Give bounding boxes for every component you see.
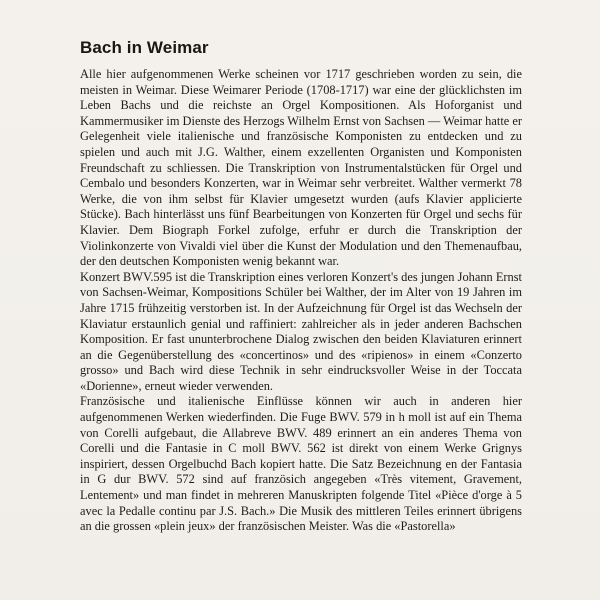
paragraph-1: Alle hier aufgenommenen Werke scheinen vor 1717 geschrieben worden zu sein, die meisten in Weimar. Diese Weimarer Periode (1708-1717) war eine der glücklichsten im Leben Bachs und die reichste an Orgel Kompositionen. Als Hoforganist und Kammermusiker im Dienste des Herzogs Wilhelm Ernst von Sachsen — Weimar hatte er Gelegenheit viele italienische und französische Komponisten zu entdecken und zu spielen und auch mit J.G. Walther, einem exzellenten Organisten und Komponisten Freundschaft zu schliessen. Die Transkription von Instrumentalstücken für Orgel und Cembalo und besonders Konzerten, war in Weimar sehr verbreitet. Walther vermerkt 78 Werke, die von ihm selbst für Klavier umgesetzt wurden (aufs Klavier applicierte Stücke). Bach hinterlässt uns fünf Bearbeitungen von Konzerten für Orgel und sechs für Klavier. Dem Biograph Forkel zufolge, erfuhr er durch die Transkription der Violinkonzerte von Vivaldi viel über die Kunst der Modulation und den Themenaufbau, der den deutschen Komponisten wenig bekannt war. xyxy=(80,67,522,269)
paragraph-2: Konzert BWV.595 ist die Transkription eines verloren Konzert's des jungen Johann Ernst von Sachsen-Weimar, Kompositions Schüler bei Walther, der im Alter von 19 Jahren im Jahre 1715 frühzeitig verstorben ist. In der Aufzeichnung für Orgel ist das Wechseln der Klaviatur erstaunlich genial und raffiniert: zahlreicher als in jeder anderen Bachschen Komposition. Er fast ununterbrochene Dialog zwischen den beiden Klaviaturen erinnert an die Gegenüberstellung des «concertinos» und des «ripienos» in einem «Conzerto grosso» und Bach wird diese Technik in sehr eindrucksvoller Weise in der Toccata «Dorienne», erneut wieder verwenden. xyxy=(80,269,522,393)
paragraph-3: Französische und italienische Einflüsse können wir auch in anderen hier aufgenommenen Werken wiederfinden. Die Fuge BWV. 579 in h moll ist auf ein Thema von Corelli aufgebaut, die Allabreve BWV. 489 erinnert an ein anderes Thema von Corelli und die Fantasie in C moll BWV. 562 ist direkt von einem Werke Grignys inspiriert, dessen Orgelbuchd Bach kopiert hatte. Die Satz Bezeichnung en der Fantasia in G dur BWV. 572 sind auf französich angegeben «Très vitement, Gravement, Lentement» und man findet in mehreren Manuskripten folgende Titel «Pièce d'orge à 5 avec la Pedalle continu par J.S. Bach.» Die Musik des mittleren Teiles erinnert übrigens an die grossen «plein jeux» der französischen Meister. Was die «Pastorella» xyxy=(80,394,522,534)
section-title: Bach in Weimar xyxy=(80,38,209,57)
